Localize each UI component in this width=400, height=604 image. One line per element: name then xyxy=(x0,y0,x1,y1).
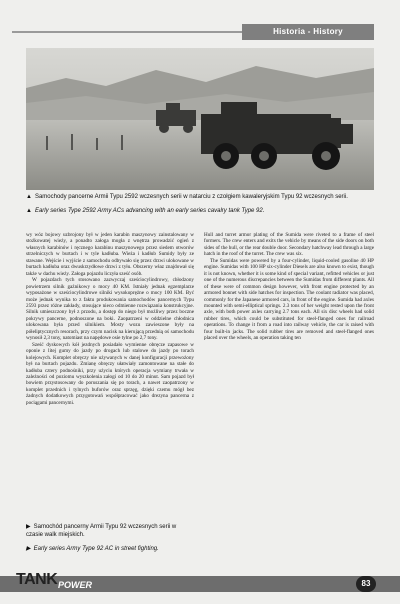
armored-cars-photo xyxy=(26,48,374,190)
photo-caption-english xyxy=(26,208,376,216)
page-header xyxy=(0,20,400,46)
caption-text-polish: Samochód pancerny Armii Typu 92 wczesnych serii w czasie walk miejskich. xyxy=(26,524,177,538)
header-rule xyxy=(12,31,242,33)
caption-marker-icon: ▶ xyxy=(26,524,31,530)
caption-marker-icon: ▶ xyxy=(26,546,31,552)
article-column-polish xyxy=(26,232,194,490)
paragraph: Sześć dyskowych kół jezdnych posiadało wymienne obręcze zapasowe w oponie z litej gumy do jazdy po drogach lub stalowe do jazdy po torach kolejowych. Komplet obręczy nie używanych w danej konfiguracji przewożony był na burtach pojazdu. Zmianę obręczy ułatwiały zamontowane na stałe do kadłuba cztery podnośniki, przy użyciu których operacja wymiany trwała w zależności od poziomu wyszkolenia załogi od 10 do 20 minut. Sam pojazd był bowiem przystosowany do poruszania się po torach, a nawet zaopatrzony w komplet przednich i tylnych buforów oraz sprzęg, dzięki czemu mógł bez żadnych dodatkowych przygotowań współpracować jako drezyna pancerna z pociągami pancernymi. xyxy=(26,341,194,406)
section-tag: Historia - History xyxy=(242,24,374,40)
paragraph: Hull and turret armor plating of the Sumida were riveted to a frame of steel formers. The crew enters and exits the vehicle by means of the side doors on both sides of the hull, or the rear double door. Secondary hatchway lead through a large hatch in the roof of the turret. The crew was six. xyxy=(204,232,374,258)
caption-text-english: Early series Army Type 92 AC in street fighting. xyxy=(33,546,159,552)
magazine-logo: TANK xyxy=(16,571,58,588)
caption-text-polish: Samochody pancerne Armii Typu 2592 wczesnych serii w natarciu z czołgiem kawaleryjskim Typu 92 wczesnych serii. xyxy=(34,194,348,200)
caption-marker-icon: ▲ xyxy=(26,208,32,214)
bottom-caption-english xyxy=(26,546,191,554)
magazine-logo-sub: POWER xyxy=(58,580,93,590)
photo-image xyxy=(26,48,374,190)
caption-text-english: Early series Type 2592 Army ACs advancing with an early series cavalry tank Type 92. xyxy=(34,208,265,214)
photo-caption-polish xyxy=(26,194,376,202)
caption-marker-icon: ▲ xyxy=(26,194,32,200)
paragraph: The Sumidas were powered by a four-cylinder, liquid-cooled gasoline 40 HP engine. Sumidas with 100 HP six-cylinder Diesels are also known to exist, though it is not known, whether it is some kind of special variant, refitted vehicles or just one of the numerous discrepancies between the Sumidas from different plants. All of these were of common design however, with front engine protected by an armored bonnet with side hatches for inspection. The coolant radiator was placed, commonly for the Japanese armored cars, in front of the engine. Sumida had axles mounted with semi-elliptical springs. 2.3 tons of her weight rested upon the front axle, with both power axles carrying 2.7 tons each. All six disc wheels had solid rubber tires, which could be substituted for steel-flanged ones for railroad operations. To change it from a road into railway vehicle, the car is raised with four built-in jacks. The solid rubber tires are removed and steel-flanged ones placed over the wheels, an operation taking ten xyxy=(204,257,374,342)
bottom-caption-polish xyxy=(26,524,191,539)
paragraph: W pojazdach tych stosowano zazwyczaj sześciocylindrowy, chłodzony powietrzem silnik gaźnikowy o mocy 40 KM. Istniały jednak egzemplarze wyposażone w sześciocylindrowe silniki wysokoprężne o mocy 100 KM. Być może jednak wynika to z faktu produkowania samochodów pancernych Typu 2593 przez różne zakłady, stosujące nieco odmienne rozwiązania konstrukcyjne. Silnik umieszczony był z przodu, a dostęp do niego był możliwy przez boczne pokrywy pancerne, podnoszone na boki. Zaopatrzeni w oddzielne chłodnica ulokowana była przed silnikiem. Mosty wozu zawieszone były na półeliptycznych resorach, przy czym nacisk na kierującą przednią oś samochodu wynosił 2,3 tony, natomiast na napędowe osie tylne po 2,7 tony. xyxy=(26,277,194,342)
page-number: 83 xyxy=(356,576,376,592)
paragraph: wy wóz bojowy uzbrojony był w jeden karabin maszynowy zainstalowany w stożkowatej wieży, a ponadto załoga mogła z wnętrza prowadzić ogień z własnych karabinów i ręcznego karabinu maszynowego przez siedem otworów strzelniczych w burtach i w tyle kadłuba. Wieża i kadłub Sumidy były ze stawane. Wejście i wyjście z samochodu odbywało się przez drzwi ulokowane w burtach kadłuba oraz dwuskrzydłowe drzwi z tyłu. Obszerny właz znajdował się także w dachu wieży. Załoga pojazdu liczyła sześć osób. xyxy=(26,232,194,277)
article-column-english xyxy=(204,232,374,570)
